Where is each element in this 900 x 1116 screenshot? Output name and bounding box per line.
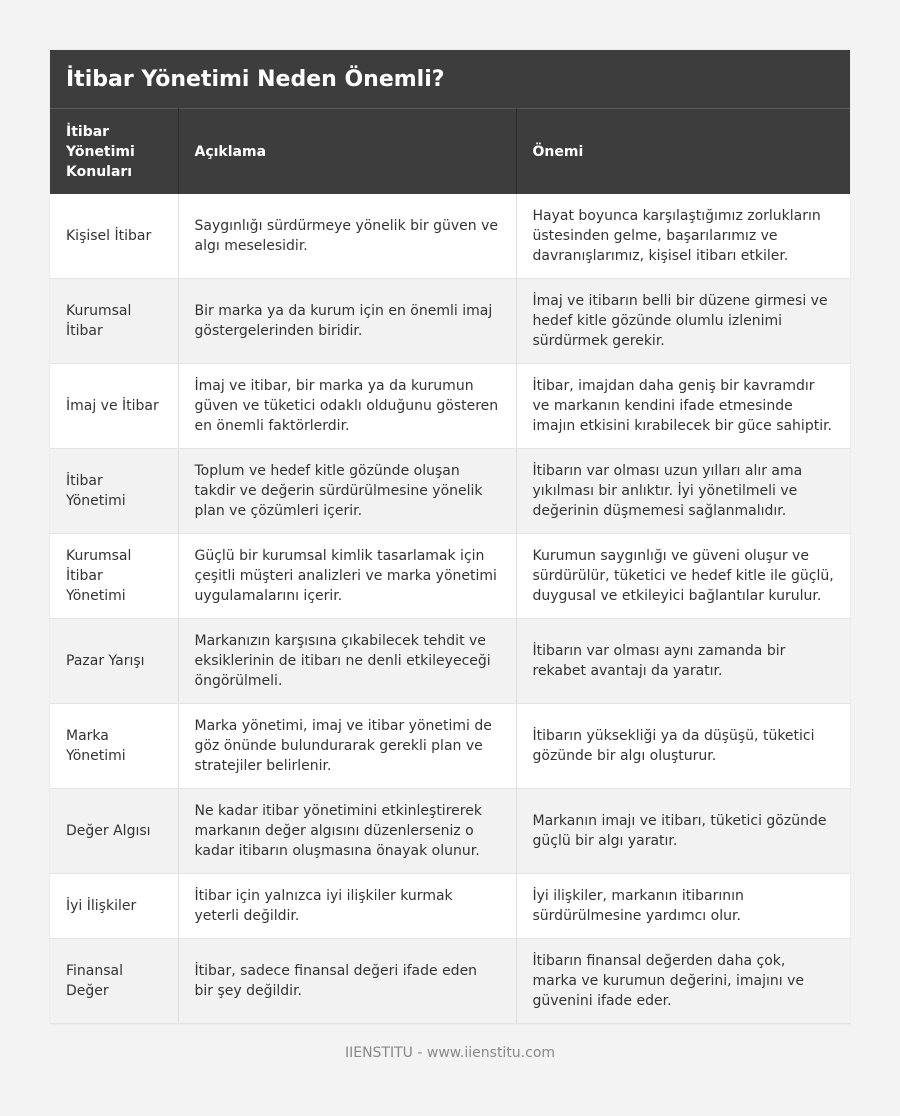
table-row <box>50 449 850 534</box>
cell-importance: İtibarın var olması aynı zamanda bir rekabet avantajı da yaratır. <box>516 619 850 704</box>
cell-topic: Kurumsal İtibar Yönetimi <box>50 534 178 619</box>
reputation-table-card <box>50 50 850 1024</box>
cell-description: Toplum ve hedef kitle gözünde oluşan takdir ve değerin sürdürülmesine yönelik plan ve çözümleri içerir. <box>178 449 516 534</box>
cell-description: Saygınlığı sürdürmeye yönelik bir güven ve algı meselesidir. <box>178 194 516 279</box>
cell-topic: Pazar Yarışı <box>50 619 178 704</box>
footer-credit: IIENSTITU - www.iienstitu.com <box>344 1045 556 1061</box>
cell-importance: Kurumun saygınlığı ve güveni oluşur ve sürdürülür, tüketici ve hedef kitle ile güçlü, duygusal ve etkileyici bağlantılar kurulur. <box>516 534 850 619</box>
table-row <box>50 279 850 364</box>
reputation-table <box>50 108 850 1024</box>
cell-topic: Kişisel İtibar <box>50 194 178 279</box>
cell-description: İtibar için yalnızca iyi ilişkiler kurmak yeterli değildir. <box>178 874 516 939</box>
cell-topic: Finansal Değer <box>50 939 178 1024</box>
cell-topic: Değer Algısı <box>50 789 178 874</box>
table-title: İtibar Yönetimi Neden Önemli? <box>50 50 850 108</box>
table-row <box>50 534 850 619</box>
cell-description: İtibar, sadece finansal değeri ifade eden bir şey değildir. <box>178 939 516 1024</box>
cell-description: Markanızın karşısına çıkabilecek tehdit ve eksiklerinin de itibarı ne denli etkileyeceği öngörülmeli. <box>178 619 516 704</box>
cell-description: Bir marka ya da kurum için en önemli imaj göstergelerinden biridir. <box>178 279 516 364</box>
cell-description: Marka yönetimi, imaj ve itibar yönetimi de göz önünde bulundurarak gerekli plan ve stratejiler belirlenir. <box>178 704 516 789</box>
table-row <box>50 939 850 1024</box>
table-row <box>50 364 850 449</box>
cell-description: Güçlü bir kurumsal kimlik tasarlamak için çeşitli müşteri analizleri ve marka yönetimi uygulamalarını içerir. <box>178 534 516 619</box>
cell-description: İmaj ve itibar, bir marka ya da kurumun güven ve tüketici odaklı olduğunu gösteren en önemli faktörlerdir. <box>178 364 516 449</box>
cell-importance: İtibarın var olması uzun yılları alır ama yıkılması bir anlıktır. İyi yönetilmeli ve değerinin düşmemesi sağlanmalıdır. <box>516 449 850 534</box>
column-header-topic: İtibar Yönetimi Konuları <box>50 109 178 195</box>
cell-importance: Markanın imajı ve itibarı, tüketici gözünde güçlü bir algı yaratır. <box>516 789 850 874</box>
cell-importance: İtibarın finansal değerden daha çok, marka ve kurumun değerini, imajını ve güvenini ifade eder. <box>516 939 850 1024</box>
cell-importance: İmaj ve itibarın belli bir düzene girmesi ve hedef kitle gözünde olumlu izlenimi sürdürmek gerekir. <box>516 279 850 364</box>
table-header-row <box>50 109 850 195</box>
column-header-importance: Önemi <box>516 109 850 195</box>
cell-importance: Hayat boyunca karşılaştığımız zorlukların üstesinden gelme, başarılarımız ve davranışlarımız, kişisel itibarı etkiler. <box>516 194 850 279</box>
cell-topic: İtibar Yönetimi <box>50 449 178 534</box>
table-row <box>50 704 850 789</box>
table-row <box>50 789 850 874</box>
cell-topic: İmaj ve İtibar <box>50 364 178 449</box>
cell-topic: Kurumsal İtibar <box>50 279 178 364</box>
cell-importance: İyi ilişkiler, markanın itibarının sürdürülmesine yardımcı olur. <box>516 874 850 939</box>
cell-importance: İtibar, imajdan daha geniş bir kavramdır ve markanın kendini ifade etmesinde imajın etkisini kırabilecek bir güce sahiptir. <box>516 364 850 449</box>
cell-importance: İtibarın yüksekliği ya da düşüşü, tüketici gözünde bir algı oluşturur. <box>516 704 850 789</box>
table-row <box>50 874 850 939</box>
cell-topic: İyi İlişkiler <box>50 874 178 939</box>
cell-topic: Marka Yönetimi <box>50 704 178 789</box>
cell-description: Ne kadar itibar yönetimini etkinleştirerek markanın değer algısını düzenlerseniz o kadar itibarın oluşmasına önayak olunur. <box>178 789 516 874</box>
table-row <box>50 619 850 704</box>
table-row <box>50 194 850 279</box>
column-header-description: Açıklama <box>178 109 516 195</box>
